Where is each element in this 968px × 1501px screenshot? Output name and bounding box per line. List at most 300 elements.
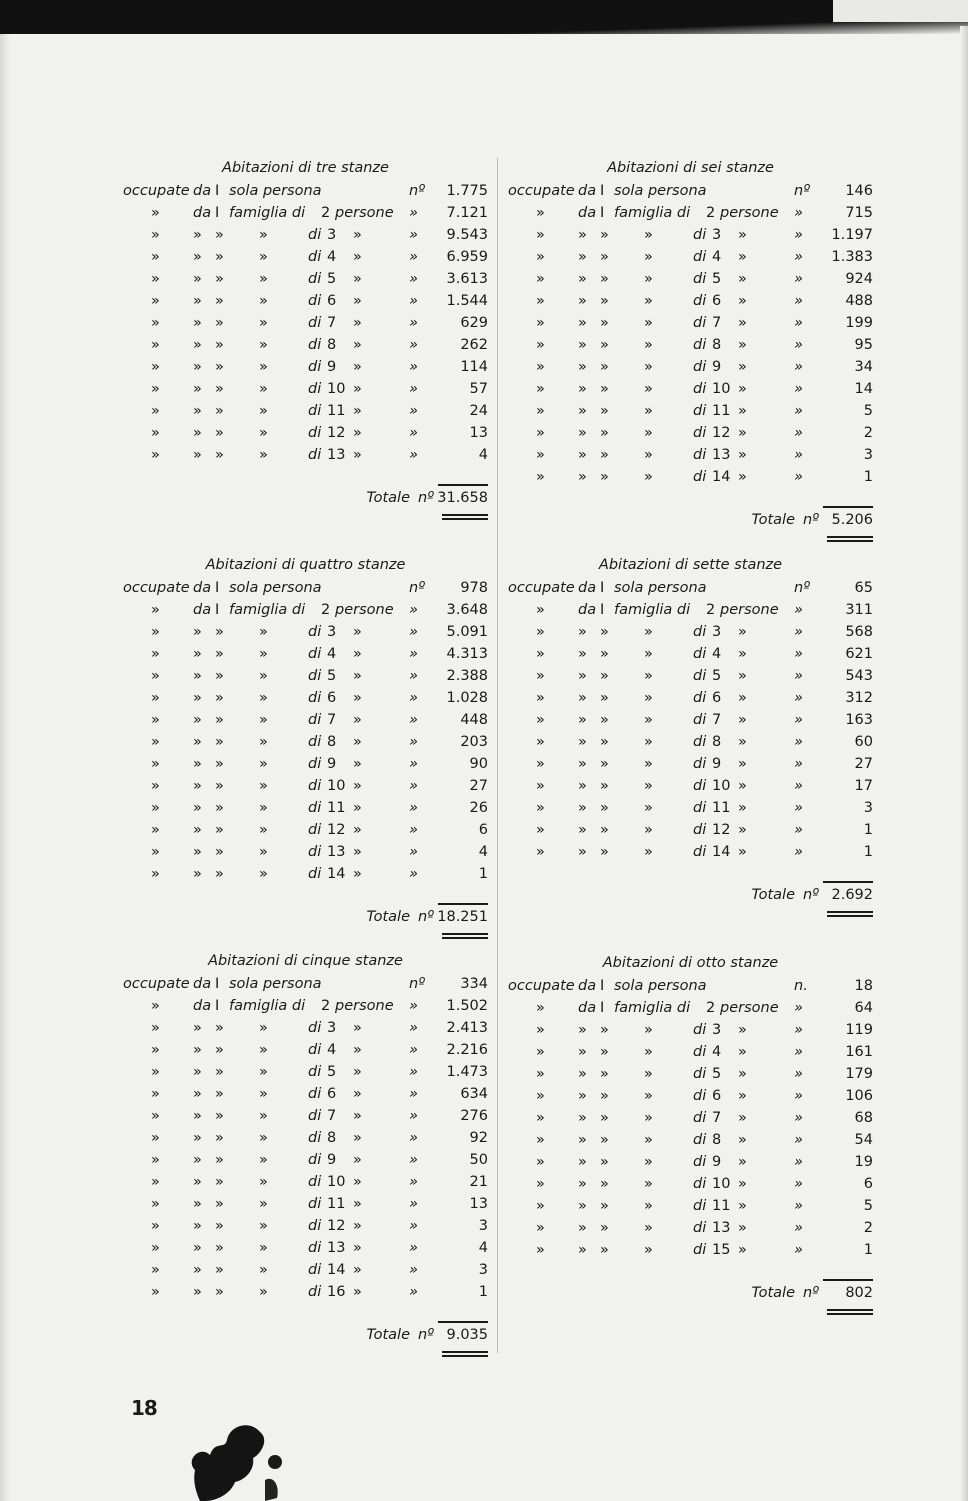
ditto-mark: »: [409, 403, 418, 419]
table-row: [123, 1061, 488, 1083]
ditto-mark: »: [151, 822, 160, 838]
row-label-one: I: [215, 205, 220, 221]
table-row: [508, 1217, 873, 1239]
row-value: 3: [478, 1262, 488, 1278]
row-value: 3: [863, 447, 873, 463]
row-label-di: di: [693, 1176, 707, 1192]
ditto-mark: »: [578, 469, 587, 485]
row-label-di: di: [693, 1022, 707, 1038]
row-label-di: di: [693, 249, 707, 265]
row-label-di: di: [308, 1108, 322, 1124]
row-value: 1.502: [446, 998, 488, 1014]
ditto-mark: »: [578, 1242, 587, 1258]
row-persons: 13: [327, 447, 346, 463]
row-label-di: di: [693, 1242, 707, 1258]
ditto-mark: »: [738, 271, 747, 287]
ditto-mark: »: [151, 1086, 160, 1102]
ditto-mark: »: [578, 668, 587, 684]
table-section-sette: [508, 555, 873, 917]
row-value: 2: [863, 1220, 873, 1236]
row-label-di: di: [308, 756, 322, 772]
table-row: [508, 466, 873, 488]
ditto-mark: »: [259, 1020, 268, 1036]
ditto-mark: »: [536, 359, 545, 375]
ditto-mark: »: [151, 866, 160, 882]
ditto-mark: »: [193, 690, 202, 706]
ditto-mark: »: [794, 602, 803, 618]
ditto-mark: »: [794, 1044, 803, 1060]
ditto-mark: »: [353, 778, 362, 794]
ditto-mark: »: [794, 1088, 803, 1104]
ditto-mark: »: [644, 800, 653, 816]
row-persons: 5: [712, 1066, 722, 1082]
ditto-mark: »: [738, 227, 747, 243]
ditto-mark: »: [151, 359, 160, 375]
row-label-di: di: [308, 1064, 322, 1080]
ditto-mark: »: [259, 646, 268, 662]
row-label-occupate: occupate: [508, 183, 575, 199]
row-persons: 9: [712, 756, 722, 772]
ditto-mark: »: [536, 1242, 545, 1258]
ditto-mark: »: [409, 800, 418, 816]
row-label-di: di: [693, 800, 707, 816]
row-value: 64: [854, 1000, 873, 1016]
row-label-di: di: [693, 690, 707, 706]
n-label: nº: [409, 580, 426, 596]
ditto-mark: »: [536, 778, 545, 794]
ditto-mark: »: [578, 1220, 587, 1236]
table-row: [123, 356, 488, 378]
row-value: 568: [845, 624, 873, 640]
row-value: 54: [854, 1132, 873, 1148]
ditto-mark: »: [151, 1240, 160, 1256]
total-rule-double: [442, 933, 488, 935]
total-row: [123, 899, 488, 939]
row-value: 978: [460, 580, 488, 596]
ditto-mark: »: [578, 1198, 587, 1214]
ditto-mark: »: [738, 381, 747, 397]
ditto-mark: »: [353, 712, 362, 728]
row-label-di: di: [308, 1042, 322, 1058]
ditto-mark: »: [409, 1174, 418, 1190]
row-label-di: di: [693, 337, 707, 353]
ditto-mark: »: [536, 1088, 545, 1104]
ditto-mark: »: [151, 337, 160, 353]
table-row: [123, 1105, 488, 1127]
row-label-one: I: [215, 183, 220, 199]
row-persons: 5: [712, 668, 722, 684]
ditto-mark: »: [738, 712, 747, 728]
table-row: [123, 973, 488, 995]
row-label-da: da: [578, 602, 597, 618]
ditto-mark: »: [409, 1240, 418, 1256]
row-persons: 8: [327, 734, 337, 750]
table-row: [123, 202, 488, 224]
row-persons: 4: [712, 646, 722, 662]
row-label-di: di: [308, 249, 322, 265]
ditto-mark: »: [794, 293, 803, 309]
row-label-di: di: [693, 315, 707, 331]
ditto-mark: »: [536, 1000, 545, 1016]
row-value: 18: [854, 978, 873, 994]
ditto-mark: »: [536, 822, 545, 838]
total-value: 802: [845, 1285, 873, 1301]
ditto-mark: »: [794, 778, 803, 794]
ditto-mark: »: [794, 205, 803, 221]
ditto-mark: »: [353, 403, 362, 419]
total-n-label: nº: [417, 1327, 434, 1343]
ditto-mark: »: [644, 1242, 653, 1258]
ditto-mark: »: [151, 271, 160, 287]
row-label-sola-persona: sola persona: [614, 978, 707, 994]
ditto-mark: »: [151, 1108, 160, 1124]
ditto-mark: »: [578, 293, 587, 309]
ditto-mark: »: [409, 205, 418, 221]
row-value: 5: [863, 1198, 873, 1214]
table-row: [123, 775, 488, 797]
ditto-mark: »: [193, 1130, 202, 1146]
ditto-mark: »: [600, 249, 609, 265]
row-persons: 4: [327, 646, 337, 662]
row-label-di: di: [308, 403, 322, 419]
ditto-mark: »: [536, 227, 545, 243]
row-persons: 8: [327, 337, 337, 353]
row-label-persone: persone: [335, 205, 394, 221]
ditto-mark: »: [353, 690, 362, 706]
row-label-famiglia-di: famiglia di: [229, 602, 306, 618]
ditto-mark: »: [738, 1044, 747, 1060]
row-value: 27: [854, 756, 873, 772]
table-row: [123, 312, 488, 334]
ditto-mark: »: [600, 712, 609, 728]
row-label-sola-persona: sola persona: [229, 580, 322, 596]
row-label-famiglia-di: famiglia di: [229, 205, 306, 221]
ditto-mark: »: [151, 1284, 160, 1300]
ditto-mark: »: [600, 1022, 609, 1038]
ditto-mark: »: [259, 712, 268, 728]
ditto-mark: »: [600, 1110, 609, 1126]
table-row: [508, 643, 873, 665]
total-n-label: nº: [802, 512, 819, 528]
ditto-mark: »: [215, 1284, 224, 1300]
row-persons: 14: [712, 844, 731, 860]
row-value: 203: [460, 734, 488, 750]
ditto-mark: »: [259, 734, 268, 750]
row-label-da: da: [193, 205, 212, 221]
total-rule-double: [442, 514, 488, 516]
row-value: 311: [845, 602, 873, 618]
ditto-mark: »: [215, 227, 224, 243]
row-persons: 6: [327, 1086, 337, 1102]
ditto-mark: »: [794, 1176, 803, 1192]
n-label: n.: [794, 978, 808, 994]
row-persons: 15: [712, 1242, 731, 1258]
ditto-mark: »: [259, 337, 268, 353]
ditto-mark: »: [151, 249, 160, 265]
row-label-di: di: [693, 1066, 707, 1082]
ditto-mark: »: [151, 624, 160, 640]
total-value: 31.658: [437, 490, 488, 506]
ditto-mark: »: [215, 1262, 224, 1278]
row-value: 92: [469, 1130, 488, 1146]
ditto-mark: »: [151, 844, 160, 860]
row-persons: 6: [327, 690, 337, 706]
ditto-mark: »: [578, 1176, 587, 1192]
row-value: 5: [863, 403, 873, 419]
ditto-mark: »: [215, 866, 224, 882]
ditto-mark: »: [794, 425, 803, 441]
table-row: [123, 1127, 488, 1149]
total-rule-double: [827, 1309, 873, 1311]
ditto-mark: »: [600, 1088, 609, 1104]
row-value: 161: [845, 1044, 873, 1060]
ditto-mark: »: [409, 227, 418, 243]
ditto-mark: »: [259, 668, 268, 684]
table-row: [508, 268, 873, 290]
ditto-mark: »: [600, 668, 609, 684]
ditto-mark: »: [353, 249, 362, 265]
section-title: Abitazioni di cinque stanze: [208, 953, 403, 969]
ditto-mark: »: [409, 1042, 418, 1058]
total-value: 2.692: [831, 887, 873, 903]
row-value: 21: [469, 1174, 488, 1190]
table-row: [123, 709, 488, 731]
ditto-mark: »: [259, 1196, 268, 1212]
table-row: [508, 997, 873, 1019]
scan-edge-right: [960, 26, 968, 1501]
ditto-mark: »: [794, 315, 803, 331]
ditto-mark: »: [215, 425, 224, 441]
ditto-mark: »: [409, 1196, 418, 1212]
row-persons: 3: [712, 1022, 722, 1038]
row-persons: 3: [712, 624, 722, 640]
ditto-mark: »: [215, 668, 224, 684]
row-value: 1: [863, 1242, 873, 1258]
row-value: 114: [460, 359, 488, 375]
ditto-mark: »: [215, 624, 224, 640]
ditto-mark: »: [600, 1132, 609, 1148]
row-value: 179: [845, 1066, 873, 1082]
row-persons: 12: [712, 425, 731, 441]
ditto-mark: »: [259, 1262, 268, 1278]
ditto-mark: »: [600, 315, 609, 331]
ditto-mark: »: [794, 1154, 803, 1170]
row-persons: 10: [327, 1174, 346, 1190]
row-label-di: di: [308, 844, 322, 860]
table-row: [123, 819, 488, 841]
ditto-mark: »: [536, 1022, 545, 1038]
table-row: [123, 378, 488, 400]
ditto-mark: »: [409, 337, 418, 353]
row-value: 1.544: [446, 293, 488, 309]
ditto-mark: »: [215, 1218, 224, 1234]
ditto-mark: »: [353, 315, 362, 331]
row-label-da: da: [578, 1000, 597, 1016]
ditto-mark: »: [409, 381, 418, 397]
row-value: 199: [845, 315, 873, 331]
ditto-mark: »: [353, 844, 362, 860]
ditto-mark: »: [644, 359, 653, 375]
row-value: 1.775: [446, 183, 488, 199]
ditto-mark: »: [536, 425, 545, 441]
ditto-mark: »: [259, 293, 268, 309]
total-rule-double: [827, 540, 873, 542]
row-value: 262: [460, 337, 488, 353]
ditto-mark: »: [409, 668, 418, 684]
row-value: 6: [863, 1176, 873, 1192]
row-value: 95: [854, 337, 873, 353]
ditto-mark: »: [193, 1218, 202, 1234]
total-value: 9.035: [446, 1327, 488, 1343]
row-label-one: I: [600, 602, 605, 618]
total-row: [123, 480, 488, 520]
total-rule-double: [442, 1355, 488, 1357]
ditto-mark: »: [600, 381, 609, 397]
table-row: [508, 290, 873, 312]
ditto-mark: »: [738, 1022, 747, 1038]
ditto-mark: »: [259, 690, 268, 706]
row-value: 146: [845, 183, 873, 199]
ditto-mark: »: [536, 1198, 545, 1214]
scan-edge-left: [0, 0, 10, 1501]
table-row: [123, 1171, 488, 1193]
row-label-da: da: [193, 998, 212, 1014]
row-value: 6.959: [446, 249, 488, 265]
ditto-mark: »: [644, 315, 653, 331]
ditto-mark: »: [409, 249, 418, 265]
ditto-mark: »: [353, 271, 362, 287]
row-persons: 8: [327, 1130, 337, 1146]
ditto-mark: »: [259, 271, 268, 287]
row-value: 9.543: [446, 227, 488, 243]
row-persons: 2: [706, 205, 716, 221]
ditto-mark: »: [353, 1196, 362, 1212]
row-value: 50: [469, 1152, 488, 1168]
ditto-mark: »: [578, 624, 587, 640]
ditto-mark: »: [794, 249, 803, 265]
ditto-mark: »: [600, 359, 609, 375]
table-row: [123, 290, 488, 312]
n-label: nº: [409, 183, 426, 199]
row-value: 2.413: [446, 1020, 488, 1036]
table-row: [508, 1239, 873, 1261]
table-row: [508, 1063, 873, 1085]
ditto-mark: »: [738, 1154, 747, 1170]
total-label: Totale: [366, 490, 410, 506]
ditto-mark: »: [644, 624, 653, 640]
table-row: [508, 246, 873, 268]
row-value: 119: [845, 1022, 873, 1038]
row-label-di: di: [308, 337, 322, 353]
row-label-di: di: [693, 381, 707, 397]
row-value: 621: [845, 646, 873, 662]
total-row: [508, 877, 873, 917]
ditto-mark: »: [578, 337, 587, 353]
ditto-mark: »: [578, 271, 587, 287]
total-rule-double: [827, 915, 873, 917]
ditto-mark: »: [600, 646, 609, 662]
row-persons: 13: [712, 1220, 731, 1236]
table-row: [123, 797, 488, 819]
row-value: 65: [854, 580, 873, 596]
ditto-mark: »: [259, 1042, 268, 1058]
ditto-mark: »: [600, 690, 609, 706]
row-label-di: di: [308, 1130, 322, 1146]
ditto-mark: »: [409, 1108, 418, 1124]
ditto-mark: »: [536, 1066, 545, 1082]
ditto-mark: »: [600, 403, 609, 419]
ditto-mark: »: [578, 734, 587, 750]
ditto-mark: »: [353, 1064, 362, 1080]
ditto-mark: »: [259, 822, 268, 838]
row-value: 488: [845, 293, 873, 309]
ditto-mark: »: [353, 1108, 362, 1124]
ditto-mark: »: [151, 668, 160, 684]
row-label-di: di: [693, 756, 707, 772]
ditto-mark: »: [644, 690, 653, 706]
ditto-mark: »: [215, 1064, 224, 1080]
ditto-mark: »: [794, 734, 803, 750]
row-label-famiglia-di: famiglia di: [614, 205, 691, 221]
ditto-mark: »: [578, 1044, 587, 1060]
ditto-mark: »: [259, 800, 268, 816]
row-label-di: di: [693, 271, 707, 287]
ditto-mark: »: [536, 205, 545, 221]
ditto-mark: »: [193, 712, 202, 728]
ditto-mark: »: [151, 602, 160, 618]
row-label-di: di: [693, 1088, 707, 1104]
table-row: [123, 422, 488, 444]
ditto-mark: »: [215, 756, 224, 772]
ditto-mark: »: [600, 624, 609, 640]
table-section-cinque: [123, 951, 488, 1357]
row-label-di: di: [308, 712, 322, 728]
ditto-mark: »: [193, 734, 202, 750]
table-row: [508, 378, 873, 400]
table-row: [508, 1085, 873, 1107]
ditto-mark: »: [738, 315, 747, 331]
ditto-mark: »: [600, 425, 609, 441]
row-label-di: di: [693, 403, 707, 419]
row-persons: 2: [321, 205, 331, 221]
total-rule-double: [827, 1313, 873, 1315]
row-persons: 8: [712, 1132, 722, 1148]
ditto-mark: »: [578, 1066, 587, 1082]
row-persons: 7: [327, 315, 337, 331]
row-persons: 13: [327, 1240, 346, 1256]
ditto-mark: »: [600, 337, 609, 353]
row-label-di: di: [308, 668, 322, 684]
row-label-di: di: [693, 712, 707, 728]
table-row: [508, 312, 873, 334]
table-row: [123, 731, 488, 753]
row-value: 17: [854, 778, 873, 794]
ditto-mark: »: [193, 668, 202, 684]
ditto-mark: »: [794, 227, 803, 243]
table-row: [123, 841, 488, 863]
ditto-mark: »: [193, 866, 202, 882]
ditto-mark: »: [644, 381, 653, 397]
ditto-mark: »: [259, 359, 268, 375]
ditto-mark: »: [536, 1110, 545, 1126]
row-label-di: di: [308, 447, 322, 463]
ditto-mark: »: [215, 1240, 224, 1256]
row-label-di: di: [693, 624, 707, 640]
ditto-mark: »: [259, 227, 268, 243]
row-value: 634: [460, 1086, 488, 1102]
ditto-mark: »: [578, 227, 587, 243]
total-label: Totale: [366, 909, 410, 925]
